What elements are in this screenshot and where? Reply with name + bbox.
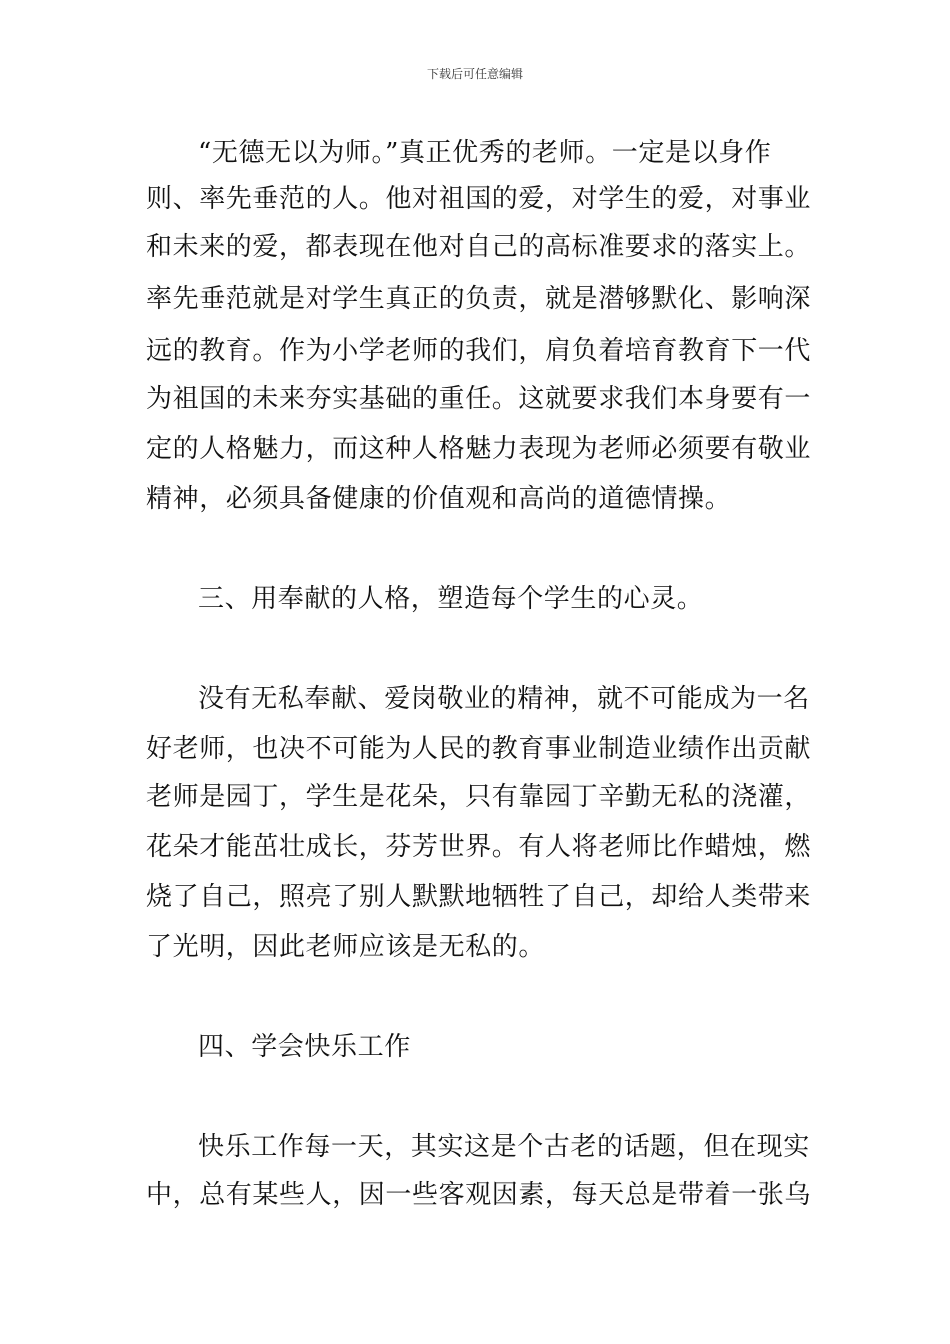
page-header: 下载后可任意编辑: [426, 67, 523, 81]
paragraph-line: 花朵才能茁壮成长，芬芳世界。有人将老师比作蜡烛，燃: [146, 832, 812, 862]
paragraph-line: 中，总有某些人，因一些客观因素，每天总是带着一张乌: [146, 1180, 812, 1210]
section-heading: 四、学会快乐工作: [198, 1032, 411, 1062]
paragraph-line: 则、率先垂范的人。他对祖国的爱，对学生的爱，对事业: [146, 184, 812, 214]
paragraph-line: 烧了自己，照亮了别人默默地牺牲了自己，却给人类带来: [146, 882, 812, 912]
paragraph-line: 远的教育。作为小学老师的我们，肩负着培育教育下一代: [146, 336, 812, 366]
paragraph-line: 了光明，因此老师应该是无私的。: [146, 932, 546, 962]
paragraph-line: 率先垂范就是对学生真正的负责，就是潜够默化、影响深: [146, 284, 812, 314]
paragraph-line: 没有无私奉献、爱岗敬业的精神，就不可能成为一名: [198, 684, 810, 714]
paragraph-line: 老师是园丁，学生是花朵，只有靠园丁辛勤无私的浇灌，: [146, 782, 812, 812]
section-heading: 三、用奉献的人格，塑造每个学生的心灵。: [198, 584, 704, 614]
paragraph-line: 和未来的爱，都表现在他对自己的高标准要求的落实上。: [146, 232, 812, 262]
paragraph-line: “无德无以为师。”真正优秀的老师。一定是以身作: [198, 138, 772, 168]
paragraph-line: 定的人格魅力，而这种人格魅力表现为老师必须要有敬业: [146, 434, 812, 464]
paragraph-line: 精神，必须具备健康的价值观和高尚的道德情操。: [146, 484, 732, 514]
paragraph-line: 快乐工作每一天，其实这是个古老的话题，但在现实: [198, 1132, 810, 1162]
paragraph-line: 好老师，也决不可能为人民的教育事业制造业绩作出贡献: [146, 734, 812, 764]
paragraph-line: 为祖国的未来夯实基础的重任。这就要求我们本身要有一: [146, 384, 812, 414]
